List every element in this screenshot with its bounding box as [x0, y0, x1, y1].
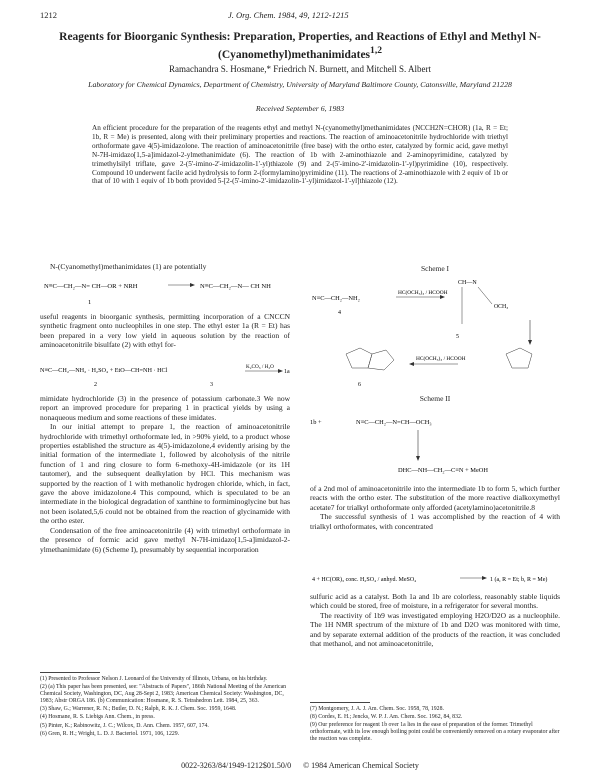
s1-arrowhead-down: [528, 340, 532, 345]
eq1-right: N≡C—CH₂—N— CH NH: [200, 283, 271, 290]
footnote: (3) Shaw, G.; Warrener, R. N.; Butler, D. N.; Ralph, R. K. J. Chem. Soc. 1959, 1648.: [40, 706, 237, 713]
left-col-p1: [40, 262, 290, 271]
paragraph: sulfuric acid as a catalyst. Both 1a and 1b are colorless, reasonably stable liquids which could be stored, free of moisture, in a refrigerator for several months.: [310, 592, 560, 611]
footnote: (4) Hosmane, R. S. Liebigs Ann. Chem., in press.: [40, 714, 155, 721]
paragraph: N-(Cyanomethyl)methanimidates (1) are potentially: [50, 262, 207, 271]
eq2-product: 1a: [284, 369, 290, 375]
scheme-2: [308, 404, 562, 478]
equation-1: [40, 274, 292, 314]
footnote-rule: [40, 672, 100, 673]
eq2-conditions: K₂CO₃ / H₂O: [246, 364, 274, 370]
title-superscript: 1,2: [370, 45, 383, 56]
s1-label-6: 6: [358, 382, 361, 388]
s3-result: 1 (a, R = Et; b, R = Me): [490, 577, 548, 583]
right-col-body-2: [310, 592, 560, 648]
s3-equation: 4 + HC(OR)₃ conc. H₂SO₄ / anhyd. MeSO₄: [312, 577, 417, 583]
s1-label-4: 4: [338, 310, 341, 316]
s1-arrowhead-2: [409, 362, 414, 366]
paragraph: The reactivity of 1b9 was investigated employing H2O/D2O as a nucleophile. The 1H NMR spectrum of the mixture of 1b and D2O was monitored with time, and by separate external addition of the products of the reaction, it was concluded that methanol, and not aminoacetonitrile,: [310, 610, 560, 649]
paragraph: of a 2nd mol of aminoacetonitrile into the intermediate 1b to form 5, which further reacts with the ortho ester. The substitution of the more reactive dialkoxymethyl acetate7 for trialkyl orthoformate only afforded (acetylamino)acetonitrile.8: [310, 484, 560, 512]
paragraph: useful reagents in bioorganic synthesis, permitting incorporation of a CNCCN synthetic fragment onto nucleophiles in one step. The ethyl ester 1a (R = Et) has been prepared in a very low yield in aqueous solution by the reaction of aminoacetonitrile bisulfate (2) with ethyl for-: [40, 312, 290, 350]
footnotes-right: [310, 706, 560, 744]
footnote: (2) (a) This paper has been presented, see: "Abstracts of Papers", 186th National Meeting of the American Chemical Society, Washington, DC, Aug 28-Sept 2, 1983; American Chemical Society: Washington, DC, 1983; Abstr ORGA 186. (b) Communication: Hosmane, R. S. Tetrahedron Lett. 1984, 25, 363.: [40, 684, 287, 705]
s1-atom-ch: CH—N: [458, 280, 477, 286]
equation-2: [40, 360, 292, 390]
eq2-label-3: 3: [210, 382, 213, 388]
eq2-reactants: N≡C—CH₂—NH₂ · H₂SO₄ + EtO—CH=NH · HCl: [40, 367, 168, 374]
s2-intermediate: N≡C—CH₂—N=CH—OCH₃: [356, 419, 432, 426]
scheme-1-title: Scheme I: [420, 264, 450, 273]
eq2-label-2: 2: [94, 382, 97, 388]
paragraph: In our initial attempt to prepare 1, the reaction of aminoacetonitrile hydrochloride with trimethyl orthoformate led, in >90% yield, to a product whose properties established the structure as 4(5)-imidazolone,4 evidently arising by the initial formation of the intermediate 1, followed by alcoholysis of the nitrile function of 1 and ring closure to form 6-methoxy-4H-imidazole (or its 1H tautomer), and the subsequent dealkylation by HCl. This mechanism was supported by the reaction of 1 with methanolic hydrogen chloride, which, in fact, gave the above imidazolone.4 This compound, which is speculated to be an intermediate in the biological degradation of xanthine to formiminoglycine but has not been isolated,5,6 could not be obtained from the reaction of glycinamide with the ortho ester.: [40, 422, 290, 526]
footer-copyright: © 1984 American Chemical Society: [303, 761, 419, 770]
s1-ring-right: [506, 348, 532, 368]
page-number: 1212: [40, 10, 57, 20]
s2-start: 1b +: [310, 419, 322, 426]
journal-header: J. Org. Chem. 1984, 49, 1212-1215: [228, 10, 349, 20]
article-title: [40, 30, 560, 62]
footnote: (6) Gren, R. H.; Wright, L. D. J. Bacteriol. 1971, 106, 1229.: [40, 730, 180, 737]
footnote: (1) Presented to Professor Nelson J. Leonard of the University of Illinois, Urbana, on his birthday.: [40, 676, 268, 682]
paragraph: Condensation of the free aminoacetonitrile (4) with trimethyl orthoformate in the presence of formic acid gave methyl N-7H-imidazo[1,5-a]imidazol-2-ylmethanimidate (6) (Scheme I), presumably by sequential incorporation: [40, 525, 290, 554]
s3-arrowhead: [482, 576, 487, 580]
right-col-body-1: [310, 484, 560, 531]
s2-product: DHC—NH—CH₂—C≡N + MeOH: [398, 467, 489, 474]
footnote-rule-right: [310, 702, 370, 703]
s1-reactant: N≡C—CH₂—NH₂: [312, 295, 360, 302]
s1-ring-fused: [368, 350, 394, 370]
equation-3: [310, 568, 562, 590]
page-footer: [0, 761, 600, 770]
title-text: Reagents for Bioorganic Synthesis: Preparation, Properties, and Reactions of Ethyl and Methyl N-(Cyanomethyl)methanimidates: [59, 31, 541, 61]
left-col-body: [40, 394, 290, 554]
footnote: (8) Cordes, E. H.; Jencks, W. P. J. Am. Chem. Soc. 1962, 84, 832.: [310, 714, 463, 721]
scheme-2-title: Scheme II: [419, 394, 451, 403]
s1-atom-och3: OCH₃: [494, 304, 509, 310]
s1-ring-left: [346, 348, 372, 368]
authors: Ramachandra S. Hosmane,* Friedrich N. Burnett, and Mitchell S. Albert: [169, 64, 431, 74]
affiliation: Laboratory for Chemical Dynamics, Department of Chemistry, University of Maryland Baltimore County, Catonsville, Maryland 21228: [88, 80, 512, 89]
s1-bond: [478, 287, 492, 304]
eq2-arrowhead: [278, 369, 283, 373]
s1-label-5: 5: [456, 334, 459, 340]
footnote: (5) Pinter, K.; Rabinowitz, J. C.; Wilcox, D. Ann. Chem. 1957, 607, 174.: [40, 722, 209, 729]
eq1-arrowhead: [190, 283, 195, 287]
footnotes-left: [40, 676, 290, 739]
paragraph: The successful synthesis of 1 was accomplished by the reaction of 4 with trialkyl orthoformates, with concentrated: [310, 512, 560, 531]
s2-arrowhead-down: [416, 456, 420, 461]
scheme-1: [308, 274, 562, 394]
eq1-left: N≡C—CH₂—N= CH—OR + NRH: [44, 283, 138, 290]
eq1-label: 1: [88, 299, 92, 306]
paragraph: mimidate hydrochloride (3) in the presence of potassium carbonate.3 We now report an improved procedure for preparing 1 in practical yields by using a nonaqueous medium and some reactions of these imidates.: [40, 394, 290, 422]
abstract: An efficient procedure for the preparation of the reagents ethyl and methyl N-(cyanomethyl)methanimidates (NCCH2N=CHOR) (1a, R = Et; 1b, R = Me) is presented, along with their preliminary properties and reactions. The reaction of aminoacetonitrile hydrochloride with triethyl orthoformate gave 4(5)-imidazolone. The reaction of aminoacetonitrile (free base) with the ortho ester, catalyzed by formic acid, gave methyl N-7H-imidazo[1,5-a]imidazol-2-ylmethanimidate (6). The reaction of 1b with 2-aminothiazole and 2-aminopyrimidine, catalyzed by trimethylsilyl triflate, gave 2-(5'-imino-2'-imidazolin-1'-yl)thiazole (9) and 2-(5'-imino-2'-imidazolin-1'-yl)pyrimidine (10), respectively. Compound 10 underwent facile acid hydrolysis to form 2-(formylamino)pyrimidine (11). The reactions of 2-aminothiazole with 2 equiv of 1b or that of 10 with 1 equiv of 1b both provided 5-[2-(5'-imino-2'-imidazolin-1'-yl)imidazol-1'-yl]thiazole (12).: [92, 124, 508, 186]
footnote: (9) Our preference for reagent 1b over 1a lies in the ease of preparation of the former. Trimethyl orthoformate, with its low enough boiling point could be conveniently removed on a rotary evaporator after the reaction was complete.: [310, 722, 560, 743]
s1-conditions: HC(OCH₃)₃ / HCOOH: [398, 290, 448, 296]
footnote: (7) Montgomery, J. A. J. Am. Chem. Soc. 1958, 78, 1928.: [310, 706, 444, 712]
received-date: Received September 6, 1983: [255, 104, 345, 113]
left-col-p2: [40, 312, 290, 350]
s1-conditions-2: HC(OCH₃)₃ / HCOOH: [416, 356, 466, 362]
footer-code: 0022-3263/84/1949-1212$01.50/0: [181, 761, 292, 770]
